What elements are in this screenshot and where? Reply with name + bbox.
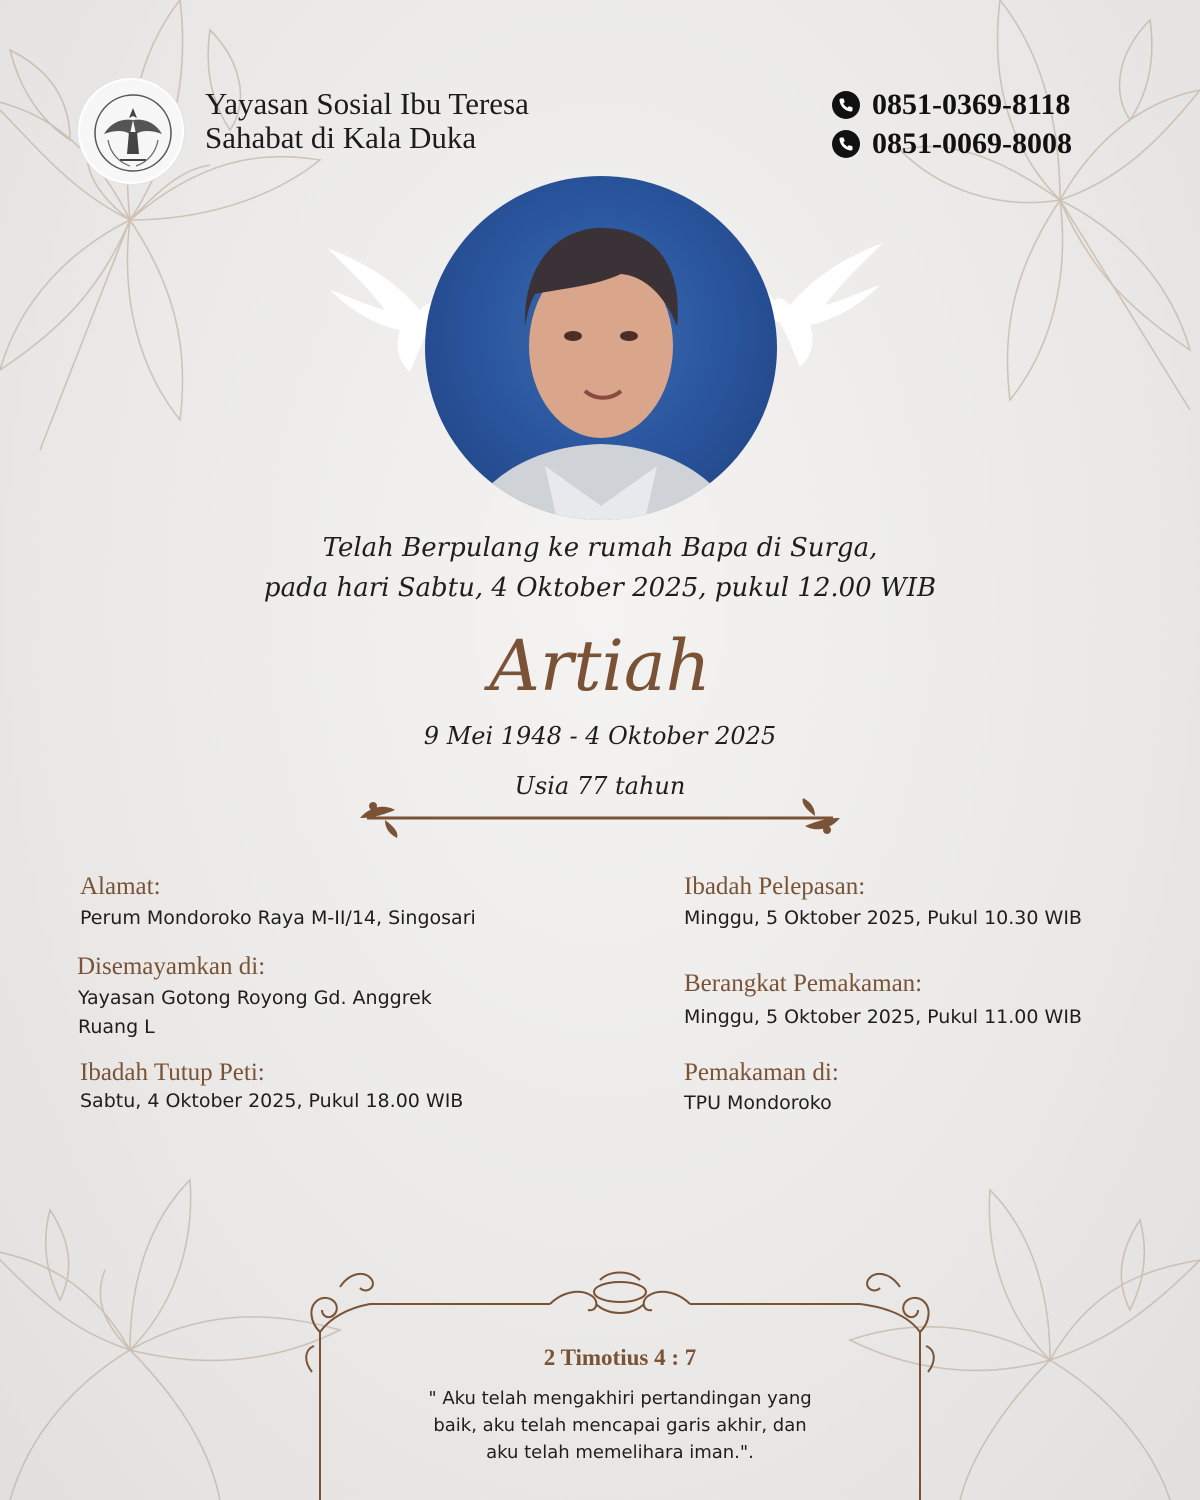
- burial-place-label: Pemakaman di:: [684, 1059, 839, 1086]
- address-label: Alamat:: [80, 873, 161, 900]
- eagle-emblem-icon: [80, 80, 186, 186]
- org-tagline: Sahabat di Kala Duka: [205, 120, 477, 155]
- announcement-line-1: Telah Berpulang ke rumah Bapa di Surga,: [322, 533, 878, 563]
- lily-flower-top-right: [890, 0, 1200, 420]
- verse-line-1: " Aku telah mengakhiri pertandingan yang: [428, 1388, 812, 1409]
- verse-line-3: aku telah memelihara iman.".: [486, 1442, 754, 1463]
- coffin-closing-label: Ibadah Tutup Peti:: [80, 1059, 265, 1086]
- burial-place-value: TPU Mondoroko: [684, 1092, 832, 1114]
- verse-text: [400, 1385, 840, 1466]
- portrait-photo: [425, 176, 777, 520]
- lying-in-state-value-2: Ruang L: [78, 1016, 155, 1038]
- ornamental-divider: [355, 796, 845, 841]
- address-value: Perum Mondoroko Raya M-II/14, Singosari: [80, 907, 476, 929]
- farewell-service-label: Ibadah Pelepasan:: [684, 873, 866, 900]
- lily-flower-top-left: [0, 0, 340, 460]
- deceased-name: Artiah: [489, 625, 711, 707]
- phone-contact-2[interactable]: [832, 127, 1072, 161]
- age-text: Usia 77 tahun: [514, 772, 686, 800]
- coffin-closing-value: Sabtu, 4 Oktober 2025, Pukul 18.00 WIB: [80, 1090, 464, 1112]
- phone-number-1: 0851-0369-8118: [872, 88, 1071, 121]
- farewell-service-value: Minggu, 5 Oktober 2025, Pukul 10.30 WIB: [684, 907, 1082, 929]
- verse-reference: 2 Timotius 4 : 7: [543, 1345, 697, 1370]
- announcement-line-2: pada hari Sabtu, 4 Oktober 2025, pukul 12.00 WIB: [263, 573, 937, 603]
- org-name: Yayasan Sosial Ibu Teresa: [205, 86, 529, 121]
- life-dates: 9 Mei 1948 - 4 Oktober 2025: [423, 722, 777, 750]
- phone-contact-1[interactable]: [832, 88, 1070, 122]
- lying-in-state-label: Disemayamkan di:: [77, 953, 266, 980]
- phone-number-2: 0851-0069-8008: [872, 127, 1072, 160]
- departure-label: Berangkat Pemakaman:: [684, 970, 923, 997]
- verse-line-2: baik, aku telah mencapai garis akhir, dan: [433, 1415, 807, 1436]
- phone-icon: [832, 91, 860, 119]
- departure-value: Minggu, 5 Oktober 2025, Pukul 11.00 WIB: [684, 1006, 1082, 1028]
- phone-icon: [832, 130, 860, 158]
- foundation-logo: [78, 78, 184, 184]
- lying-in-state-value-1: Yayasan Gotong Royong Gd. Anggrek: [78, 987, 432, 1009]
